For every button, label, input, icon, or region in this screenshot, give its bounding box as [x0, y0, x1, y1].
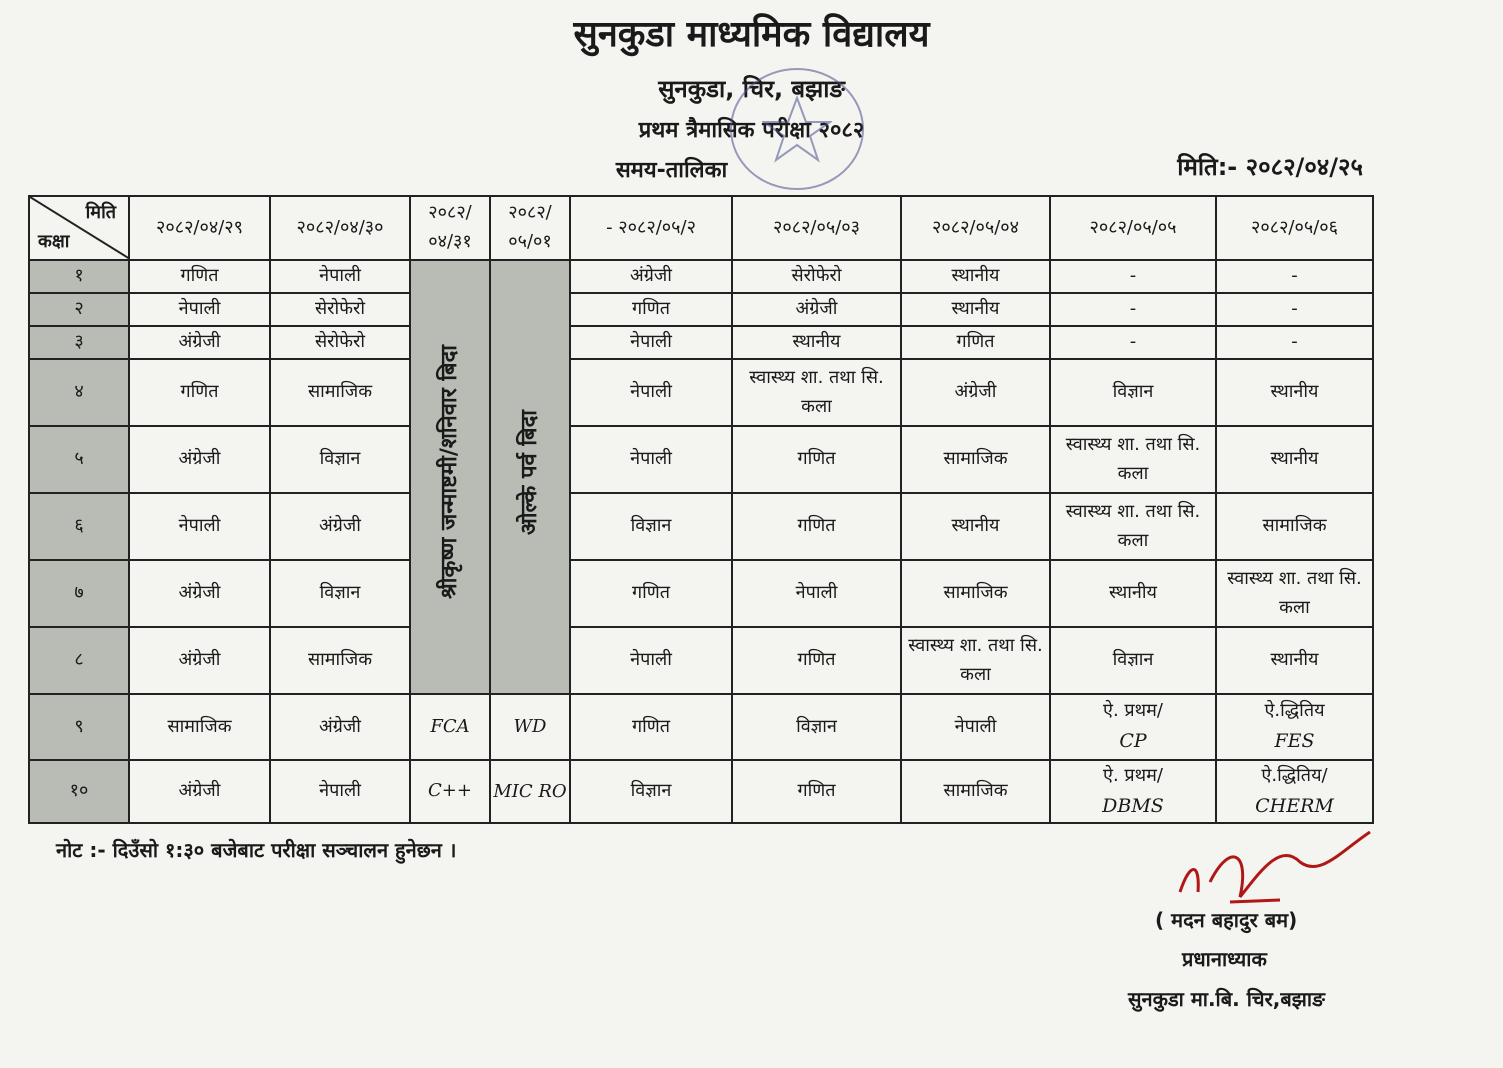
subject-cell: -	[1216, 326, 1373, 359]
subject-cell: स्थानीय	[732, 326, 901, 359]
subject-line: ऐ.द्धितिय	[1264, 700, 1325, 722]
subject-cell: नेपाली	[129, 493, 270, 560]
subject-cell: अंग्रेजी	[270, 493, 410, 560]
date-header: २०८२/०५/०३	[732, 196, 901, 260]
subject-cell: स्थानीय	[1216, 627, 1373, 694]
class-cell: ८	[29, 627, 129, 694]
class-cell: २	[29, 293, 129, 326]
subject-cell: गणित	[732, 493, 901, 560]
holiday-label-1: श्रीकृष्ण जन्माष्टमी/शनिवार बिदा	[437, 345, 463, 600]
subject-cell: अंग्रेजी	[129, 627, 270, 694]
subject-code: CP	[1119, 730, 1147, 753]
subject-cell: सेरोफेरो	[270, 326, 410, 359]
table-row	[29, 694, 1373, 760]
subject-line: ऐ. प्रथम/	[1103, 700, 1163, 722]
subject-cell: अंग्रेजी	[732, 293, 901, 326]
signatory-organization: सुनकुडा मा.बि. चिर,बझाङ	[1128, 987, 1325, 1011]
subject-cell: सामाजिक	[901, 760, 1050, 823]
subject-cell: विज्ञान	[570, 493, 732, 560]
subject-cell: गणित	[732, 760, 901, 823]
subject-cell: गणित	[129, 260, 270, 293]
class-cell: ५	[29, 426, 129, 493]
subject-cell: गणित	[570, 293, 732, 326]
exam-title: प्रथम त्रैमासिक परीक्षा २०८२	[638, 118, 865, 143]
subject-cell: नेपाली	[901, 694, 1050, 760]
subject-cell: नेपाली	[570, 326, 732, 359]
subject-cell: नेपाली	[570, 359, 732, 426]
issue-date: मिति:- २०८२/०४/२५	[1177, 153, 1363, 181]
subject-cell: गणित	[901, 326, 1050, 359]
school-seal-icon	[730, 68, 864, 190]
class-cell: ६	[29, 493, 129, 560]
date-header: २०८२/०५/०४	[901, 196, 1050, 260]
class-cell: १	[29, 260, 129, 293]
subject-cell: सेरोफेरो	[732, 260, 901, 293]
subject-cell: अंग्रेजी	[901, 359, 1050, 426]
subject-cell: MIC RO	[490, 760, 570, 823]
table-row	[29, 426, 1373, 493]
subject-cell: -	[1050, 293, 1216, 326]
subject-cell: स्वास्थ्य शा. तथा सि. कला	[1050, 493, 1216, 560]
subject-cell: सामाजिक	[901, 560, 1050, 627]
subject-code: FES	[1274, 730, 1315, 753]
subject-cell: गणित	[732, 426, 901, 493]
subject-cell: अंग्रेजी	[270, 694, 410, 760]
subject-cell: सेरोफेरो	[270, 293, 410, 326]
subject-cell: अंग्रेजी	[129, 326, 270, 359]
subject-cell: -	[1050, 326, 1216, 359]
subject-code: DBMS	[1102, 794, 1164, 817]
subject-cell: अंग्रेजी	[570, 260, 732, 293]
subject-cell: स्वास्थ्य शा. तथा सि. कला	[1050, 426, 1216, 493]
subject-cell: विज्ञान	[270, 560, 410, 627]
subject-cell: नेपाली	[732, 560, 901, 627]
subject-cell: अंग्रेजी	[129, 760, 270, 823]
date-header: २०८२/०४/२९	[129, 196, 270, 260]
corner-class-label: कक्षा	[38, 231, 70, 253]
subject-cell: विज्ञान	[1050, 359, 1216, 426]
corner-date-label: मिति	[85, 202, 116, 223]
date-header: - २०८२/०५/२	[570, 196, 732, 260]
class-cell: ९	[29, 694, 129, 760]
table-row	[29, 560, 1373, 627]
date-header: २०८२/०४/३०	[270, 196, 410, 260]
subject-cell: विज्ञान	[1050, 627, 1216, 694]
class-cell: ७	[29, 560, 129, 627]
holiday-label-2: ओल्के पर्व बिदा	[517, 409, 543, 535]
class-cell: ३	[29, 326, 129, 359]
subject-cell: विज्ञान	[570, 760, 732, 823]
subject-cell: WD	[490, 694, 570, 760]
subject-cell: स्थानीय	[1216, 426, 1373, 493]
subject-cell: स्वास्थ्य शा. तथा सि. कला	[901, 627, 1050, 694]
table-row	[29, 293, 1373, 326]
school-name: सुनकुडा माध्यमिक विद्यालय	[573, 14, 930, 55]
exam-note: नोट :- दिउँसो १:३० बजेबाट परीक्षा सञ्चालन हुनेछन ।	[56, 838, 457, 862]
table-row	[29, 760, 1373, 823]
subject-cell: गणित	[732, 627, 901, 694]
subject-line: ऐ. प्रथम/	[1103, 764, 1163, 786]
subject-cell: स्थानीय	[1216, 359, 1373, 426]
subject-cell: -	[1216, 293, 1373, 326]
class-cell: १०	[29, 760, 129, 823]
subject-cell: सामाजिक	[270, 627, 410, 694]
school-address: सुनकुडा, चिर, बझाङ	[658, 75, 845, 103]
subject-cell: नेपाली	[270, 260, 410, 293]
subject-cell: विज्ञान	[732, 694, 901, 760]
table-row	[29, 326, 1373, 359]
table-row	[29, 493, 1373, 560]
holiday-cell-1	[410, 260, 490, 694]
exam-timetable	[28, 195, 1374, 824]
date-header: २०८२/०५/०६	[1216, 196, 1373, 260]
subject-cell: FCA	[410, 694, 490, 760]
subject-cell: सामाजिक	[129, 694, 270, 760]
subject-cell: विज्ञान	[270, 426, 410, 493]
subject-cell: -	[1050, 260, 1216, 293]
signature-scribble-icon	[1170, 822, 1400, 912]
subject-cell: गणित	[129, 359, 270, 426]
signatory-name: ( मदन बहादुर बम)	[1155, 908, 1298, 932]
subject-cell	[1050, 760, 1216, 823]
subject-cell	[1216, 694, 1373, 760]
subject-cell: गणित	[570, 694, 732, 760]
schedule-title: समय-तालिका	[615, 158, 728, 183]
subject-cell: स्थानीय	[901, 293, 1050, 326]
class-cell: ४	[29, 359, 129, 426]
subject-cell: सामाजिक	[1216, 493, 1373, 560]
signatory-title: प्रधानाध्याक	[1182, 947, 1267, 971]
header-row	[29, 196, 1373, 260]
subject-cell	[1216, 760, 1373, 823]
subject-cell: सामाजिक	[901, 426, 1050, 493]
subject-cell: स्थानीय	[901, 493, 1050, 560]
corner-cell	[29, 196, 129, 260]
table-row	[29, 359, 1373, 426]
date-header: २०८२/ ०४/३१	[410, 196, 490, 260]
subject-cell: स्वास्थ्य शा. तथा सि. कला	[1216, 560, 1373, 627]
subject-cell	[1050, 694, 1216, 760]
subject-cell: नेपाली	[570, 627, 732, 694]
subject-cell: अंग्रेजी	[129, 426, 270, 493]
subject-cell: नेपाली	[570, 426, 732, 493]
holiday-cell-2	[490, 260, 570, 694]
date-header: २०८२/०५/०५	[1050, 196, 1216, 260]
subject-cell: स्थानीय	[1050, 560, 1216, 627]
subject-cell: C++	[410, 760, 490, 823]
subject-line: ऐ.द्धितिय/	[1261, 764, 1328, 786]
subject-cell: सामाजिक	[270, 359, 410, 426]
table-row	[29, 627, 1373, 694]
subject-cell: स्थानीय	[901, 260, 1050, 293]
subject-cell: नेपाली	[270, 760, 410, 823]
subject-cell: -	[1216, 260, 1373, 293]
date-header: २०८२/ ०५/०१	[490, 196, 570, 260]
subject-cell: नेपाली	[129, 293, 270, 326]
table-row	[29, 260, 1373, 293]
subject-code: CHERM	[1255, 794, 1334, 817]
subject-cell: अंग्रेजी	[129, 560, 270, 627]
subject-cell: गणित	[570, 560, 732, 627]
subject-cell: स्वास्थ्य शा. तथा सि. कला	[732, 359, 901, 426]
